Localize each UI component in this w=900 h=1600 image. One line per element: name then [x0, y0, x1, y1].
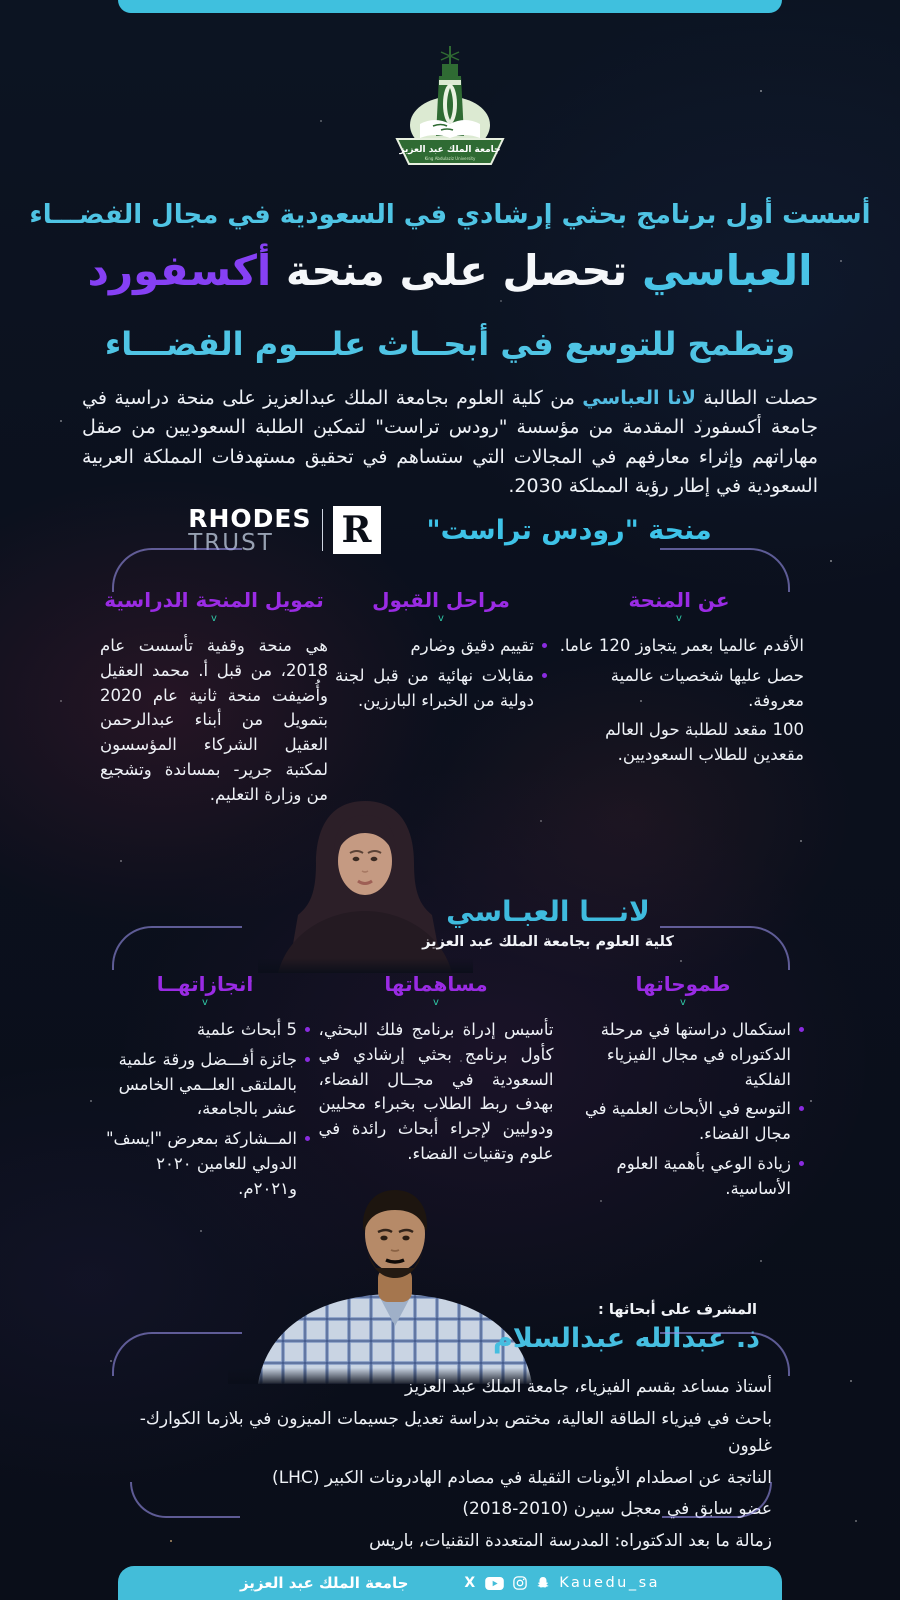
rhodes-word1: RHODES — [188, 504, 312, 533]
intro-paragraph — [82, 384, 818, 502]
headline-line2 — [0, 246, 900, 295]
list-item — [554, 718, 804, 768]
bullet-dot — [799, 1161, 804, 1166]
list-item — [335, 664, 547, 714]
lana-col-ambitions — [562, 972, 804, 1206]
rhodes-columns — [100, 588, 804, 812]
chevron-down-icon: v — [211, 613, 217, 624]
rhodes-col-funding — [100, 588, 328, 812]
supervisor-name: ذ. عبدالله عبدالسلام — [493, 1323, 760, 1354]
lana-col-contributions — [319, 972, 554, 1206]
list-item-text: الأقدم عالميا بعمر يتجاوز 120 عاما. — [559, 636, 804, 655]
chevron-down-icon: v — [438, 613, 444, 624]
headline-oxford: أكسفورد — [87, 246, 272, 295]
list-item-text: المــشاركة بمعرض "ايسف" الدولي للعامين ٢٠٢٠ و٢٠٢١م. — [105, 1129, 297, 1198]
list-item — [554, 634, 804, 659]
intro-after: من كلية العلوم بجامعة الملك عبدالعزيز على منحة دراسية في جامعة أكسفورد المقدمة من مؤسسة "رودس تراست" لتمكين الطلبة السعوديين من صقل مهاراتهم وإثراء معارفهم في المجالات التي ستساهم في تحقيق مستهدفات المملكة العربية السعودية في إطار رؤية المملكة 2030. — [82, 387, 818, 498]
column-items — [100, 634, 328, 807]
lana-name-block — [408, 895, 688, 950]
snapchat-icon[interactable] — [536, 1576, 550, 1590]
list-item-text: 100 مقعد للطلبة حول العالم مقعدين للطلاب السعوديين. — [605, 720, 804, 764]
column-header: طموحاتها — [635, 972, 731, 996]
list-item-text: 5 أبحاث علمية — [196, 1020, 297, 1039]
intro-student-name: لانا العباسي — [582, 387, 696, 409]
headline-name: العباسي — [641, 246, 813, 295]
list-item-text: تأسيس إدراة برنامج فلك البحثي، كأول برنامج بحثي إرشادي في السعودية في مجــال الفضاء، بهدف ربط الطلاب بخبراء محليين ودوليين لإجراء أبحاث رائدة في علوم وتقنيات الفضاء. — [318, 1020, 554, 1163]
bullet-dot — [542, 643, 547, 648]
list-item — [100, 1048, 310, 1122]
chevron-down-icon: v — [433, 997, 439, 1008]
x-icon[interactable]: X — [464, 1575, 477, 1591]
chevron-down-icon: v — [680, 997, 686, 1008]
svg-text:King Abdulaziz University: King Abdulaziz University — [424, 156, 476, 161]
starfield-decoration — [0, 0, 2, 2]
list-item — [110, 1406, 772, 1460]
intro-before: حصلت الطالبة — [695, 387, 819, 409]
list-item-text: حصل عليها شخصيات عالمية معروفة. — [610, 665, 804, 710]
list-item-text: الناتجة عن اصطدام الأيونات الثقيلة في مصادم الهادرونات الكبير (LHC) — [272, 1467, 772, 1488]
lana-columns — [100, 972, 804, 1206]
bullet-dot — [305, 1057, 310, 1062]
bullet-dot — [799, 1027, 804, 1032]
bullet-dot — [542, 673, 547, 678]
list-item-text: زمالة ما بعد الدكتوراه: المدرسة المتعددة التقنيات، باريس — [369, 1531, 772, 1552]
lana-col-achievements — [100, 972, 310, 1206]
rhodes-section-title: منحة "رودس تراست" — [426, 514, 712, 546]
list-item — [562, 1018, 804, 1092]
frame-bracket — [660, 1332, 790, 1376]
headline-mid: تحصل على منحة — [271, 246, 642, 295]
top-tab-decoration — [118, 0, 782, 13]
footer-handle[interactable]: Kauedu_sa — [559, 1575, 661, 1591]
chevron-down-icon: v — [202, 997, 208, 1008]
list-item-text: زيادة الوعي بأهمية العلوم الأساسية. — [616, 1153, 791, 1198]
list-item — [100, 634, 328, 807]
lana-subtitle: كلية العلوم بجامعة الملك عبد العزيز — [422, 934, 674, 950]
list-item — [562, 1097, 804, 1147]
headline-line1: أسست أول برنامج بحثي إرشادي في السعودية في مجال الفضـــاء — [29, 200, 871, 230]
column-header: مساهماتها — [384, 972, 488, 996]
column-header: تمويل المنحة الدراسية — [104, 588, 324, 612]
column-header: انجازاتهــا — [156, 972, 254, 996]
column-items — [335, 634, 547, 713]
lana-name: لانـــا العبـاسي — [446, 895, 650, 928]
supervisor-bio — [110, 1374, 772, 1560]
supervisor-label: المشرف على أبحاثها : — [598, 1302, 757, 1318]
list-item-text: جائزة أفـــضل ورقة علمية بالملتقى العلــمي الخامس عشر بالجامعة، — [118, 1049, 297, 1119]
list-item-text: باحث في فيزياء الطاقة العالية، مختص بدراسة تعديل جسيمات الميزون في بلازما الكوارك-غلوون — [139, 1408, 772, 1456]
frame-bracket — [660, 548, 790, 592]
list-item — [110, 1374, 772, 1401]
svg-text:جامعة الملك عبد العزيز: جامعة الملك عبد العزيز — [399, 145, 501, 155]
footer-social — [464, 1575, 660, 1591]
list-item — [554, 664, 804, 714]
list-item-text: التوسع في الأبحاث العلمية في مجال الفضاء. — [584, 1099, 791, 1143]
list-item-text: مقابلات نهائية من قبل لجنة دولية من الخبراء البارزين. — [335, 665, 534, 710]
footer-university: جامعة الملك عبد العزيز — [239, 1574, 409, 1592]
kau-university-logo — [383, 40, 517, 170]
headline-line3: وتطمح للتوسع في أبحــاث علـــوم الفضـــاء — [104, 325, 796, 363]
list-item-text: أستاذ مساعد بقسم الفيزياء، جامعة الملك عبد العزيز — [405, 1377, 772, 1397]
rhodes-word2: TRUST — [188, 529, 274, 556]
chevron-down-icon: v — [676, 613, 682, 624]
list-item — [319, 1018, 554, 1167]
list-item-text: تقييم دقيق وصارم — [410, 636, 534, 655]
frame-bracket — [112, 1332, 242, 1376]
column-items — [554, 634, 804, 768]
list-item — [100, 1018, 310, 1043]
frame-bracket — [660, 926, 790, 970]
bullet-dot — [305, 1136, 310, 1141]
bullet-dot — [799, 1106, 804, 1111]
list-item-text: عضو سابق في معجل سيرن (2010-2018) — [462, 1499, 772, 1520]
column-items — [319, 1018, 554, 1167]
rhodes-col-stages — [335, 588, 547, 812]
column-header: عن المنحة — [628, 588, 730, 612]
frame-bracket — [112, 548, 242, 592]
list-item — [110, 1528, 772, 1555]
list-item — [562, 1152, 804, 1202]
list-item-text: هي منحة وقفية تأسست عام 2018، من قبل أ. محمد العقيل وأُضيفت منحة ثانية عام 2020 بتمويل من أبناء عبدالرحمن العقيل الشركاء المؤسسون لمكتبة جرير- بمساندة وتشجيع من وزارة التعليم. — [100, 636, 328, 804]
column-items — [100, 1018, 310, 1201]
footer-bar — [118, 1566, 782, 1600]
column-items — [562, 1018, 804, 1201]
frame-bracket — [130, 1482, 240, 1518]
youtube-icon[interactable] — [485, 1577, 504, 1590]
instagram-icon[interactable] — [513, 1576, 527, 1590]
rhodes-logo-divider — [322, 509, 323, 551]
column-header: مراحل القبول — [372, 588, 510, 612]
frame-bracket — [112, 926, 242, 970]
bullet-dot — [305, 1027, 310, 1032]
list-item — [335, 634, 547, 659]
list-item-text: استكمال دراستها في مرحلة الدكتوراه في مجال الفيزياء الفلكية — [600, 1020, 791, 1089]
rhodes-col-about — [554, 588, 804, 812]
rhodes-logo-mark: R — [333, 506, 381, 554]
